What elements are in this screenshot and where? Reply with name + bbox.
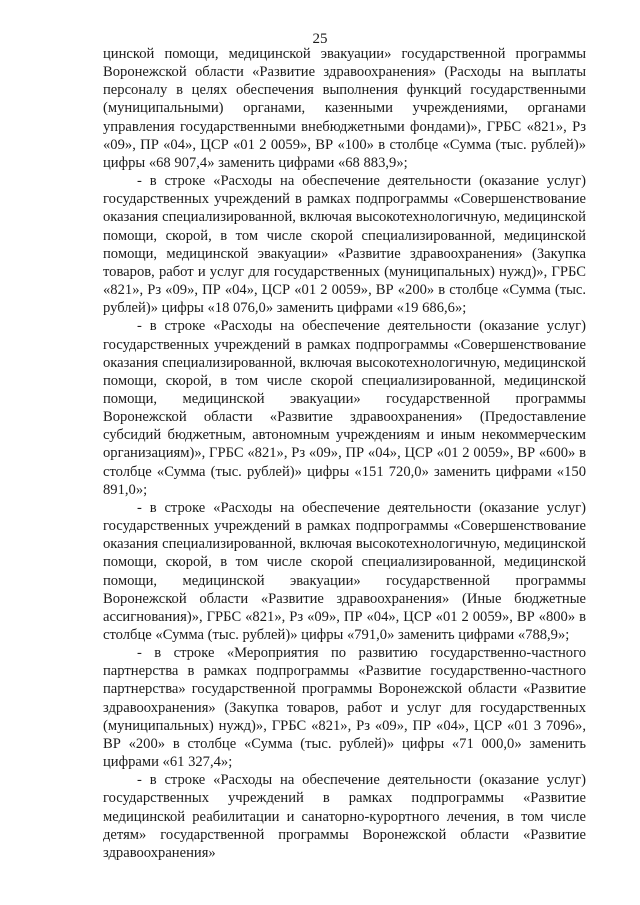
paragraph-amendment-4: - в строке «Мероприятия по развитию государственно-частного партнерства в рамках подпрограммы «Развитие государственно-частного партнерства» государственной программы Воронежской области «Развитие здравоохранения» (Закупка товаров, работ и услуг для государственных (муниципальных) нужд)», ГРБС «821», Рз «09», ПР «04», ЦСР «01 3 7096», ВР «200» в столбце «Сумма (тыс. рублей)» цифры «71 000,0» заменить цифрами «61 327,4»; <box>103 645 586 771</box>
paragraph-amendment-2: - в строке «Расходы на обеспечение деятельности (оказание услуг) государственных учреждений в рамках подпрограммы «Совершенствование оказания специализированной, включая высокотехнологичную, медицинской помощи, скорой, в том числе скорой специализированной, медицинской помощи, медицинской эвакуации» государственной программы Воронежской области «Развитие здравоохранения» (Предоставление субсидий бюджетным, автономным учреждениям и иным некоммерческим организациям)», ГРБС «821», Рз «09», ПР «04», ЦСР «01 2 0059», ВР «600» в столбце «Сумма (тыс. рублей)» цифры «151 720,0» заменить цифрами «150 891,0»; <box>103 318 586 498</box>
paragraph-amendment-1: - в строке «Расходы на обеспечение деятельности (оказание услуг) государственных учреждений в рамках подпрограммы «Совершенствование оказания специализированной, включая высокотехнологичную, медицинской помощи, скорой, в том числе скорой специализированной, медицинской помощи, медицинской эвакуации» «Развитие здравоохранения» (Закупка товаров, работ и услуг для государственных (муниципальных) нужд)», ГРБС «821», Рз «09», ПР «04», ЦСР «01 2 0059», ВР «200» в столбце «Сумма (тыс. рублей)» цифры «18 076,0» заменить цифрами «19 686,6»; <box>103 173 586 317</box>
paragraph-amendment-5: - в строке «Расходы на обеспечение деятельности (оказание услуг) государственных учреждений в рамках подпрограммы «Развитие медицинской реабилитации и санаторно-курортного лечения, в том числе детям» государственной программы Воронежской области «Развитие здравоохранения» <box>103 772 586 861</box>
page-number: 25 <box>312 31 328 47</box>
document-body <box>103 45 586 862</box>
paragraph-continuation: цинской помощи, медицинской эвакуации» государственной программы Воронежской области «Развитие здравоохранения» (Расходы на выплаты персоналу в целях обеспечения выполнения функций государственными (муниципальными) органами, казенными учреждениями, органами управления государственными внебюджетными фондами)», ГРБС «821», Рз «09», ПР «04», ЦСР «01 2 0059», ВР «100» в столбце «Сумма (тыс. рублей)» цифры «68 907,4» заменить цифрами «68 883,9»; <box>103 46 586 171</box>
paragraph-amendment-3: - в строке «Расходы на обеспечение деятельности (оказание услуг) государственных учреждений в рамках подпрограммы «Совершенствование оказания специализированной, включая высокотехнологичную, медицинской помощи, скорой, в том числе скорой специализированной, медицинской помощи, медицинской эвакуации» государственной программы Воронежской области «Развитие здравоохранения» (Иные бюджетные ассигнования)», ГРБС «821», Рз «09», ПР «04», ЦСР «01 2 0059», ВР «800» в столбце «Сумма (тыс. рублей)» цифры «791,0» заменить цифрами «788,9»; <box>103 499 586 643</box>
